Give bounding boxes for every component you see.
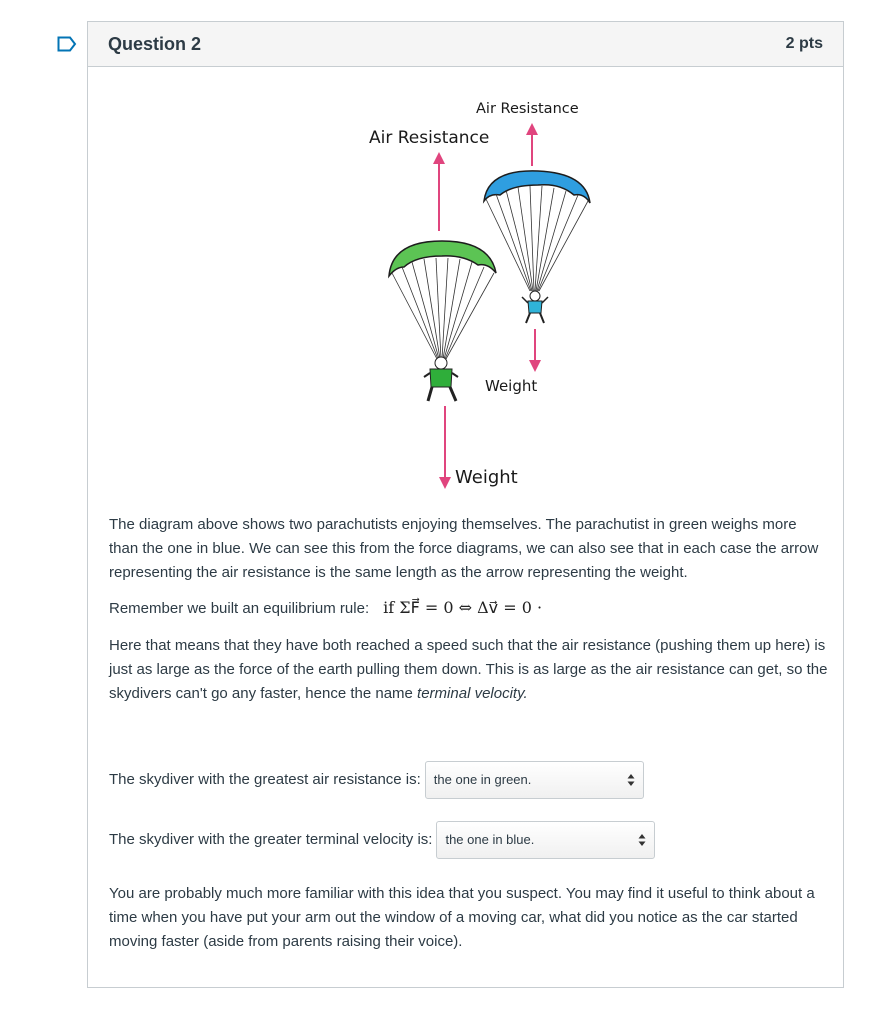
green-air-resistance-label: Air Resistance xyxy=(369,128,490,148)
select-arrows-icon xyxy=(627,773,635,787)
green-weight-label: Weight xyxy=(455,467,518,488)
greatest-air-resistance-question xyxy=(109,761,644,799)
explanation-paragraph xyxy=(109,634,829,706)
greater-terminal-velocity-question xyxy=(109,821,655,859)
greater-terminal-velocity-dropdown[interactable] xyxy=(436,821,655,859)
question-card xyxy=(87,21,844,988)
question-points: 2 pts xyxy=(785,35,823,52)
greater-terminal-velocity-label: The skydiver with the greater terminal velocity is: xyxy=(109,831,433,848)
blue-weight-label: Weight xyxy=(485,377,538,395)
equilibrium-rule-line xyxy=(109,597,829,621)
intro-paragraph: The diagram above shows two parachutists enjoying themselves. The parachutist in green weighs more than the one in blue. We can see this from the force diagrams, we can also see that in each case the arrow representing the air resistance is the same length as the arrow representing the weight. xyxy=(109,516,819,581)
parachutist-diagram xyxy=(338,91,618,501)
greatest-air-resistance-dropdown[interactable] xyxy=(425,761,644,799)
explanation-text: Here that means that they have both reached a speed such that the air resistance (pushing them up here) is just as large as the force of the earth pulling them down. This is as large as the air resistance can get, so the skydivers can't go any faster, hence the name xyxy=(109,637,828,702)
terminal-velocity-term: terminal velocity. xyxy=(417,685,528,702)
greatest-air-resistance-selected: the one in green. xyxy=(433,772,532,787)
blue-air-resistance-label: Air Resistance xyxy=(476,101,579,117)
greater-terminal-velocity-selected: the one in blue. xyxy=(445,832,535,847)
closing-paragraph: You are probably much more familiar with this idea that you suspect. You may find it useful to think about a time when you have put your arm out the window of a moving car, what did you notice as the car started moving faster (aside from parents raising their voice). xyxy=(109,885,815,950)
question-header xyxy=(88,22,843,67)
equilibrium-rule-label: Remember we built an equilibrium rule: xyxy=(109,600,370,617)
select-arrows-icon xyxy=(638,833,646,847)
equilibrium-equation: if ΣF⃗ = 0 ⇔ Δv⃗ = 0 · xyxy=(383,598,543,617)
green-parachutist xyxy=(389,241,496,401)
blue-parachutist xyxy=(484,171,590,323)
flag-question-icon[interactable] xyxy=(57,36,77,52)
greatest-air-resistance-label: The skydiver with the greatest air resistance is: xyxy=(109,771,421,788)
question-title: Question 2 xyxy=(108,33,202,54)
